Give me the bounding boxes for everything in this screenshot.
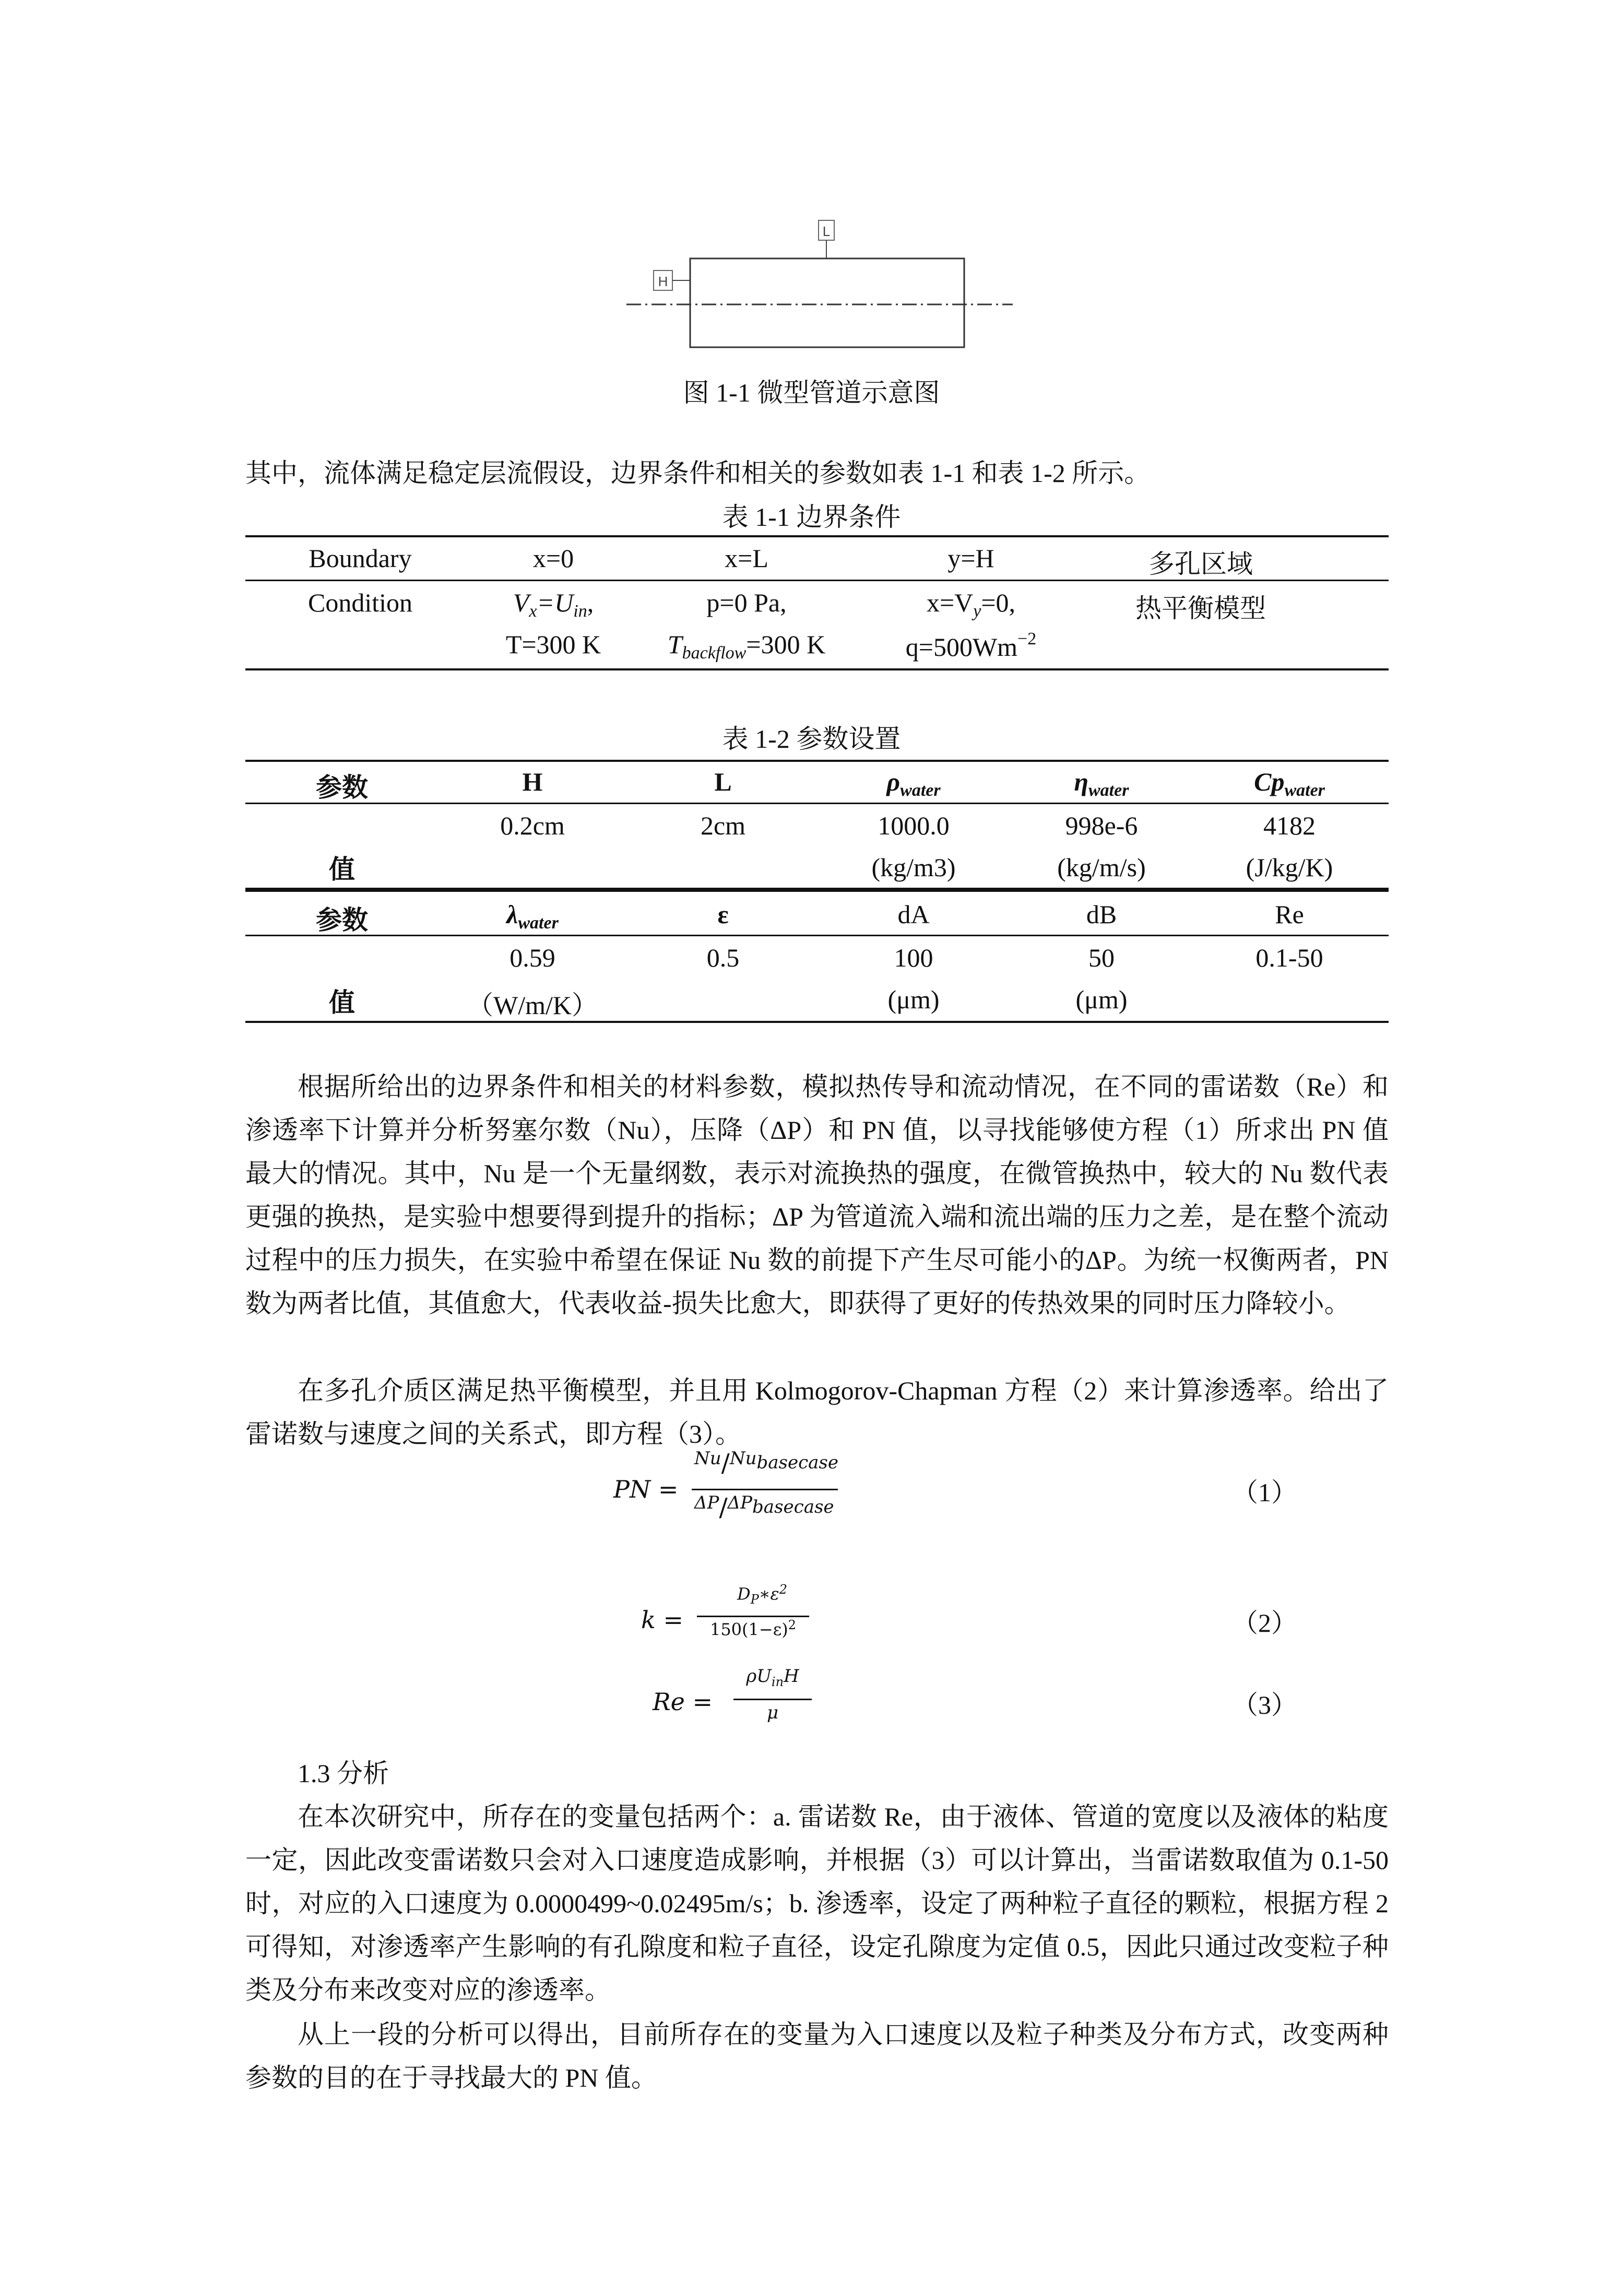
eq2-fraction-bar: [697, 1616, 809, 1617]
eq1-fraction-bar: [692, 1489, 838, 1490]
table2-value-h: 0.2cm: [500, 811, 565, 840]
table2-unit-db: (μm): [1075, 985, 1128, 1014]
channel-outline: [690, 258, 964, 347]
eq1-number: （1）: [1232, 1478, 1297, 1507]
eq2-number: （2）: [1232, 1608, 1297, 1638]
table2-middle-thick-rule: [245, 888, 1389, 892]
eq3-lhs: Re =: [653, 1688, 713, 1716]
table2-header-h: H: [522, 767, 543, 796]
table1-header-porous: 多孔区域: [1148, 549, 1253, 579]
paragraph-1: 根据所给出的边界条件和相关的材料参数，模拟热传导和流动情况，在不同的雷诺数（Re）和渗透率下计算并分析努塞尔数（Nu），压降（ΔP）和 PN 值，以寻找能够使方程（1）所求出 PN 值最大的情况。其中，Nu 是一个无量纲数，表示对流换热的强度，在微管换热中，较大的 Nu 数代表更强的换热，是实验中想要得到提升的指标；ΔP 为管道流入端和流出端的压力之差，是在整个流动过程中的压力损失，在实验中希望在保证 Nu 数的前提下产生尽可能小的ΔP。为统一权衡两者，PN 数为两者比值，其值愈大，代表收益-损失比愈大，即获得了更好的传热效果的同时压力降较小。: [245, 1072, 1389, 1318]
table2-value-epsilon: 0.5: [706, 943, 740, 972]
eq3-numerator: $\rho U_{in}H$: [746, 1666, 799, 1689]
table2-bottom-rule: [245, 1021, 1389, 1023]
eq2-denominator: $150(1-\varepsilon)^2$: [709, 1618, 797, 1640]
table2-value-da: 100: [894, 943, 933, 972]
table1-bottom-rule: [245, 668, 1389, 670]
table2-header-re: Re: [1275, 900, 1304, 929]
table2-unit-rho: (kg/m3): [871, 853, 956, 882]
label-h: H: [658, 274, 668, 289]
intro-text: 其中，流体满足稳定层流假设，边界条件和相关的参数如表 1-1 和表 1-2 所示。: [245, 458, 1151, 488]
table2-header-epsilon: ε: [717, 900, 729, 929]
table2-unit-lambda: （W/m/K）: [467, 991, 598, 1020]
paragraph-4: 从上一段的分析可以得出，目前所存在的变量为入口速度以及粒子种类及分布方式，改变两种参数的目的在于寻找最大的 PN 值。: [245, 2020, 1389, 2092]
table1-yh-line2: $q=500Wm^{-2}$: [905, 629, 1037, 662]
table2-header-cp: $Cp_{water}$: [1254, 767, 1325, 800]
table1-header-yh: y=H: [947, 544, 994, 573]
table2-header-lambda: $\lambda_{water}$: [506, 900, 559, 933]
table1-porous-model: 热平衡模型: [1135, 594, 1266, 623]
table2-top-rule: [245, 760, 1389, 762]
table1-x0-line1: $V_x=U_{in}$,: [513, 588, 594, 621]
eq2-lhs: k =: [641, 1606, 684, 1634]
table1-condition-label: Condition: [307, 588, 413, 617]
table2-value-rho: 1000.0: [878, 811, 950, 840]
table2-param-label-2: 参数: [316, 905, 368, 935]
table2-value-cp: 4182: [1263, 811, 1316, 840]
table1-xl-line2: $T_{backflow}=300$ K: [667, 630, 826, 663]
table2-unit-cp: (J/kg/K): [1246, 853, 1333, 882]
table2-caption: 表 1-2 参数设置: [722, 724, 901, 753]
table1-top-rule: [245, 535, 1389, 537]
table1-x0-line2: T=300 K: [505, 630, 601, 659]
eq1-lhs: PN =: [613, 1475, 679, 1503]
paragraph-3: 在本次研究中，所存在的变量包括两个：a. 雷诺数 Re，由于液体、管道的宽度以及液体的粘度一定，因此改变雷诺数只会对入口速度造成影响，并根据（3）可以计算出，当雷诺数取值为 0.1-50 时，对应的入口速度为 0.0000499~0.02495m/s；b. 渗透率，设定了两种粒子直径的颗粒，根据方程 2 可得知，对渗透率产生影响的有孔隙度和粒子直径，设定孔隙度为定值 0.5，因此只通过改变粒子种类及分布来改变对应的渗透率。: [245, 1802, 1389, 2005]
table2-param-label-1: 参数: [316, 773, 368, 802]
eq3-denominator: μ: [766, 1702, 779, 1723]
section-title: 1.3 分析: [298, 1759, 389, 1788]
table2-value-re: 0.1-50: [1255, 943, 1323, 972]
paragraph-2: 在多孔介质区满足热平衡模型，并且用 Kolmogorov-Chapman 方程（2）来计算渗透率。给出了雷诺数与速度之间的关系式，即方程（3）。: [245, 1376, 1389, 1449]
eq1-denominator: $\Delta P/\Delta P_{basecase}$: [694, 1492, 834, 1522]
eq3-fraction-bar: [733, 1699, 812, 1700]
table2-header-rho: $\rho_{water}$: [886, 767, 941, 800]
table2-header-l: L: [714, 767, 732, 796]
eq1-numerator: $Nu/Nu_{basecase}$: [694, 1448, 838, 1478]
table2-header-da: dA: [897, 900, 930, 929]
table1-yh-line1: $x=V_y=0$,: [926, 588, 1016, 621]
table2-value-l: 2cm: [700, 811, 746, 840]
table1-caption: 表 1-1 边界条件: [722, 502, 901, 532]
label-l: L: [822, 223, 831, 239]
table2-header-eta: $\eta_{water}$: [1074, 767, 1129, 800]
eq2-numerator: $D_P∗\varepsilon^2$: [737, 1582, 787, 1607]
table1-header-xl: x=L: [725, 544, 768, 573]
table2-value-eta: 998e-6: [1065, 811, 1138, 840]
table2-unit-eta: (kg/m/s): [1057, 853, 1146, 882]
eq3-number: （3）: [1232, 1690, 1297, 1720]
microchannel-diagram: [616, 209, 1023, 366]
table2-value-label-1: 值: [329, 855, 355, 884]
table2-value-label-2: 值: [329, 988, 355, 1017]
table1-header-boundary: Boundary: [309, 544, 412, 573]
table2-value-db: 50: [1088, 943, 1115, 972]
table1-header-x0: x=0: [532, 544, 574, 573]
table2-value-lambda: 0.59: [510, 943, 555, 972]
figure-caption: 图 1-1 微型管道示意图: [683, 378, 940, 407]
table2-header-db: dB: [1086, 900, 1117, 929]
table2-unit-da: (μm): [887, 985, 940, 1014]
table1-xl-line1: p=0 Pa,: [706, 588, 787, 617]
